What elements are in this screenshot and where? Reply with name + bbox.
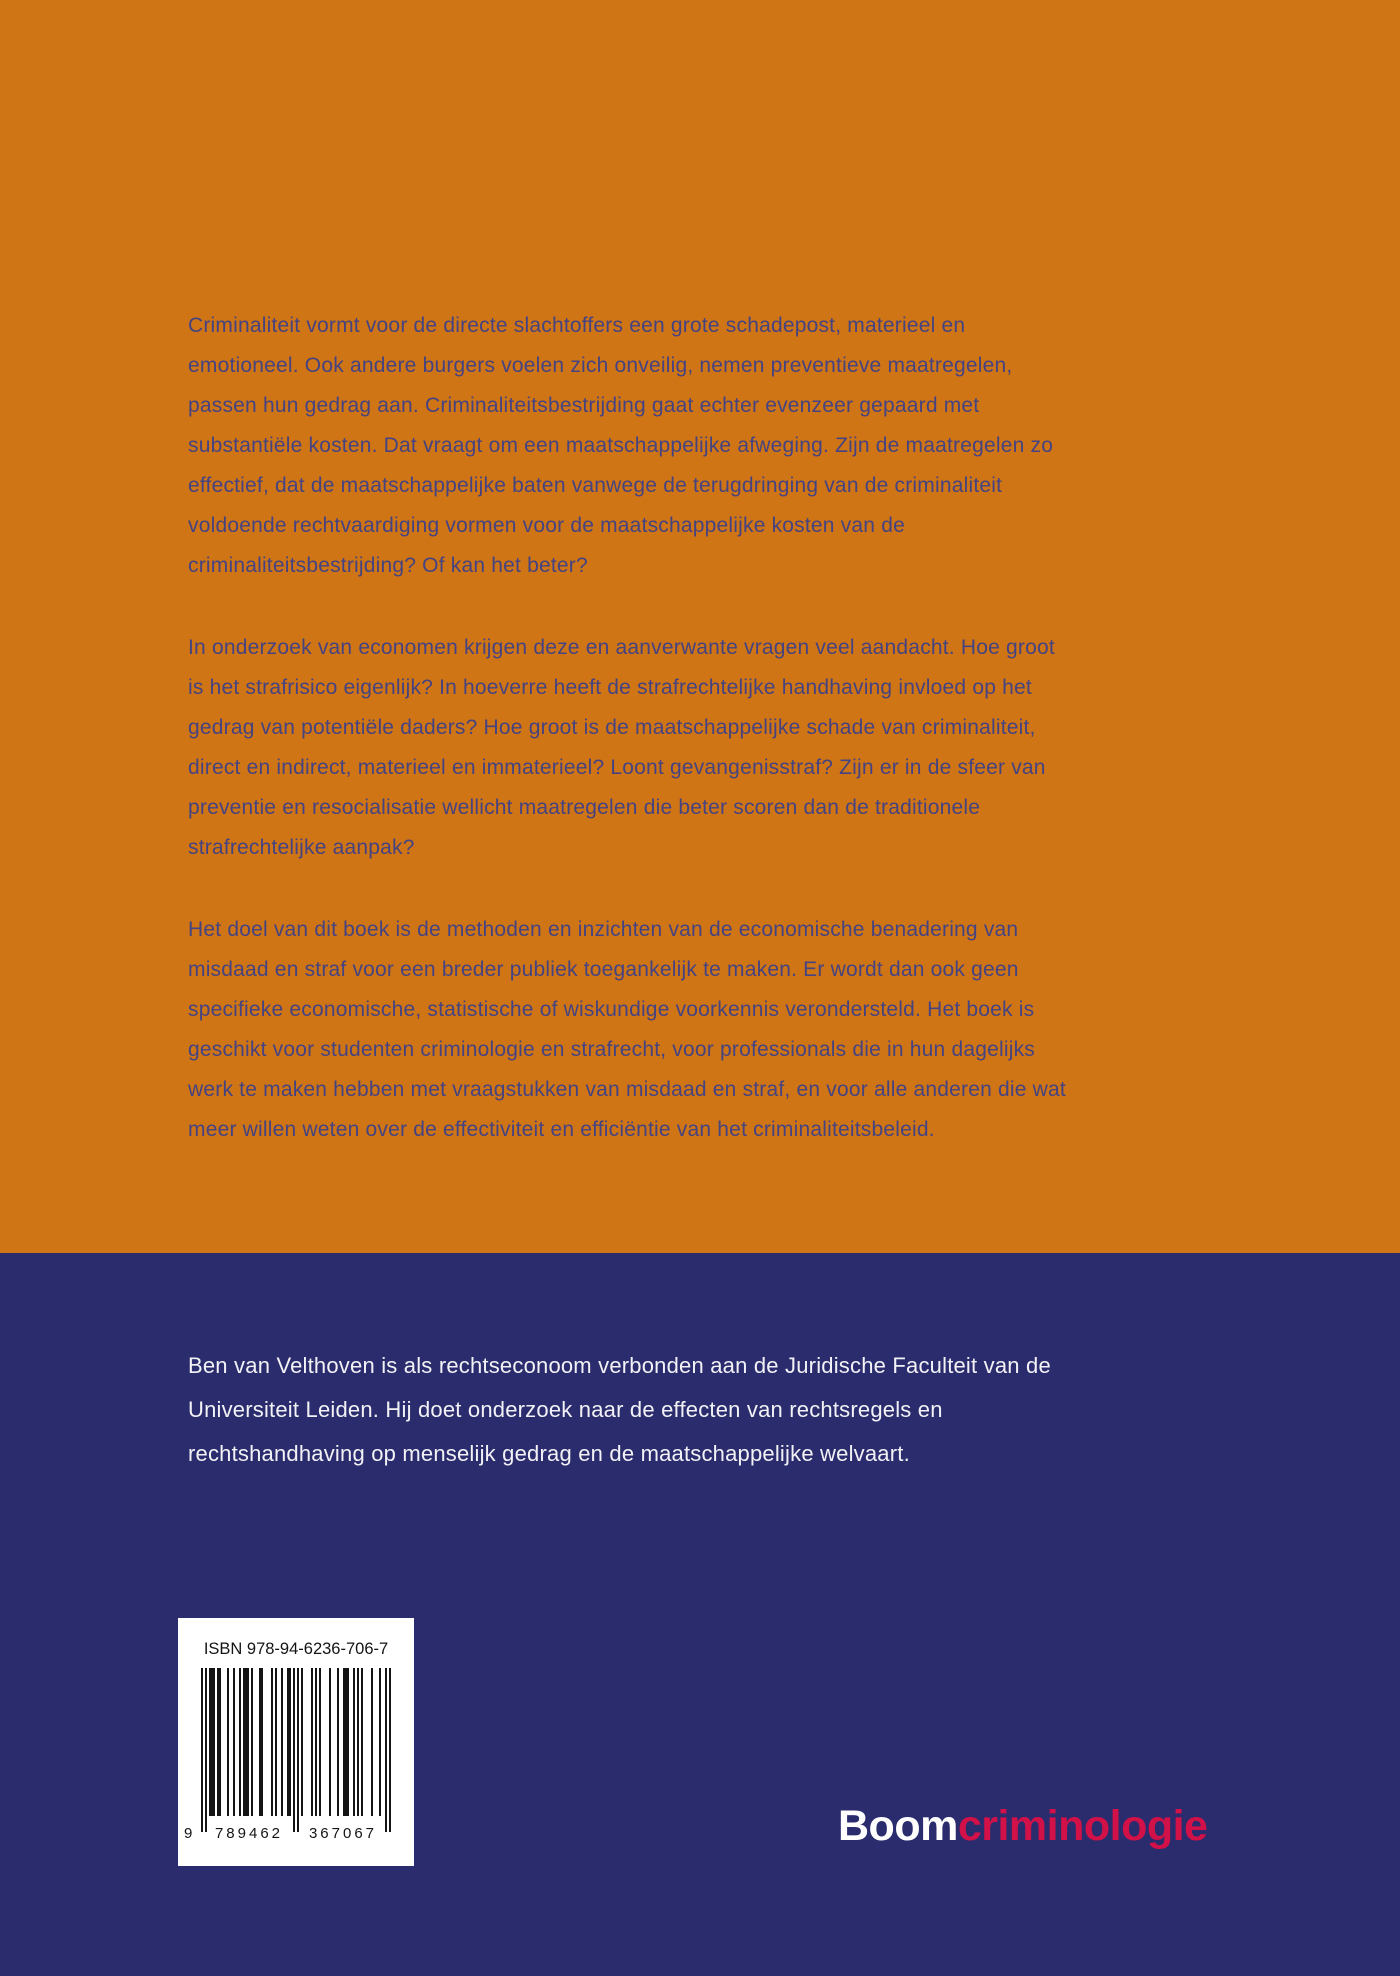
synopsis-text-block: [188, 306, 1072, 1150]
publisher-imprint: criminologie: [957, 1802, 1208, 1850]
synopsis-paragraph: Het doel van dit boek is de methoden en inzichten van de economische benadering van misdaad en straf voor een breder publiek toegankelijk te maken. Er wordt dan ook geen specifieke economische, statistische of wiskundige voorkennis verondersteld. Het boek is geschikt voor studenten criminologie en strafrecht, voor professionals die in hun dagelijks werk te maken hebben met vraagstukken van misdaad en straf, en voor alle anderen die wat meer willen weten over de effectiviteit en efficiëntie van het criminaliteitsbeleid.: [188, 918, 1066, 1141]
isbn-label: ISBN 978-94-6236-706-7: [203, 1640, 389, 1658]
author-bio: Ben van Velthoven is als rechtseconoom verbonden aan de Juridische Faculteit van de Universiteit Leiden. Hij doet onderzoek naar de effecten van rechtsregels en rechtshandhaving op menselijk gedrag en de maatschappelijke welvaart.: [188, 1353, 1051, 1466]
barcode-digit-group: 789462: [214, 1825, 284, 1842]
barcode-digit-group: 367067: [308, 1825, 378, 1842]
barcode-digits: [184, 1822, 391, 1844]
synopsis-paragraph: Criminaliteit vormt voor de directe slachtoffers een grote schadepost, materieel en emotioneel. Ook andere burgers voelen zich onveilig, nemen preventieve maatregelen, passen hun gedrag aan. Criminaliteitsbestrijding gaat echter evenzeer gepaard met substantiële kosten. Dat vraagt om een maatschappelijke afweging. Zijn de maatregelen zo effectief, dat de maatschappelijke baten vanwege de terugdringing van de criminaliteit voldoende rechtvaardiging vormen voor de maatschappelijke kosten van de criminaliteitsbestrijding? Of kan het beter?: [188, 314, 1054, 577]
synopsis-paragraph: In onderzoek van economen krijgen deze en aanverwante vragen veel aandacht. Hoe groot is het strafrisico eigenlijk? In hoeverre heeft de strafrechtelijke handhaving invloed op het gedrag van potentiële daders? Hoe groot is de maatschappelijke schade van criminaliteit, direct en indirect, materieel en immaterieel? Loont gevangenisstraf? Zijn er in de sfeer van preventie en resocialisatie wellicht maatregelen die beter scoren dan de traditionele strafrechtelijke aanpak?: [188, 636, 1055, 859]
publisher-logo: [838, 1802, 1207, 1851]
ean13-barcode: [201, 1668, 391, 1832]
barcode-digit-group: 9: [184, 1825, 193, 1842]
publisher-name: Boom: [838, 1802, 958, 1850]
isbn-barcode-panel: [178, 1618, 414, 1866]
